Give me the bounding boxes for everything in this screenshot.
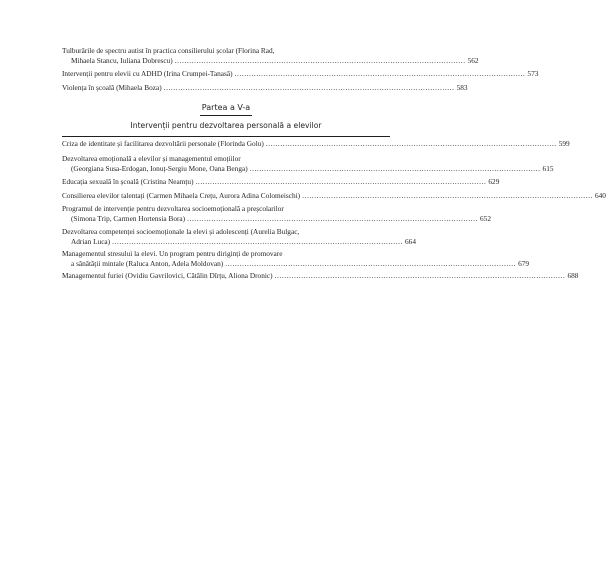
dot-leader: ........................................................................................................................ [302, 191, 593, 200]
toc-entry-line: Managementul furiei (Ovidiu Gavrilovici, Cătălin Dîrțu, Aliona Dronic) [62, 271, 273, 280]
toc-entry-line: (Simona Trip, Carmen Hortensia Bora) [71, 214, 186, 223]
part-subtitle: Intervenții pentru dezvoltarea personală a elevilor [130, 121, 322, 130]
toc-entry[interactable] [62, 227, 416, 247]
toc-page-number: 679 [518, 259, 530, 268]
part-title: Partea a V-a [201, 103, 251, 112]
toc-entry-line: Adrian Luca) [71, 237, 111, 246]
toc-entry-line: Educația sexuală în școală (Cristina Neamțu) [62, 177, 194, 186]
toc-page-number: 664 [405, 237, 416, 246]
toc-entry-line: Consilierea elevilor talentați (Carmen Mihaela Crețu, Aurora Adina Colomeischi) [62, 191, 301, 200]
toc-entry-line: (Georgiana Susa-Erdogan, Ionuț-Sergiu Mone, Oana Benga) [71, 164, 248, 173]
toc-entry-line: Managementul stresului la elevi. Un program pentru diriginți de promovare [62, 249, 283, 258]
dot-leader: ........................................................................................................................ [225, 259, 517, 268]
toc-entry-line: Tulburările de spectru autist în practica consilierului școlar (Florina Rad, [62, 46, 275, 55]
toc-page-number: 629 [488, 177, 500, 186]
toc-entry-line: Programul de intervenție pentru dezvoltarea socioemoțională a preșcolarilor [62, 204, 284, 213]
toc-page-number: 615 [542, 164, 554, 173]
toc-entry[interactable] [62, 249, 530, 269]
dot-leader: ........................................................................................................................ [187, 214, 479, 223]
toc-page-number: 652 [480, 214, 491, 223]
toc-entry[interactable] [62, 139, 570, 149]
toc-page-number: 583 [456, 83, 468, 92]
dot-leader: ........................................................................................................................ [249, 164, 541, 173]
toc-entry[interactable] [62, 204, 491, 224]
toc-entry-line: Dezvoltarea competenței socioemoționale la elevi și adolescenți (Aurelia Bulgac, [62, 227, 300, 236]
toc-entry[interactable] [62, 177, 500, 187]
toc-page-number: 562 [467, 56, 479, 65]
part-title-rule [200, 115, 252, 116]
dot-leader: ........................................................................................................................ [265, 139, 557, 148]
toc-page-number: 599 [558, 139, 570, 148]
toc-entry-line: Intervenții pentru elevii cu ADHD (Irina Crumpei-Tanasă) [62, 69, 233, 78]
toc-entry[interactable] [62, 271, 579, 281]
toc-entry[interactable] [62, 83, 468, 93]
toc-entry-line: Mihaela Stancu, Iuliana Dobrescu) [71, 56, 173, 65]
toc-entry-line: Criza de identitate și facilitarea dezvoltării personale (Florinda Golu) [62, 139, 264, 148]
section-divider [62, 136, 390, 137]
toc-page-number: 640 [595, 191, 606, 200]
toc-page-number: 688 [567, 271, 579, 280]
dot-leader: ........................................................................................................................ [112, 237, 404, 246]
dot-leader: ........................................................................................................................ [174, 56, 466, 65]
toc-entry[interactable] [62, 191, 606, 201]
toc-entry-line: Dezvoltarea emoțională a elevilor și managementul emoțiilor [62, 154, 241, 163]
toc-entry[interactable] [62, 69, 539, 79]
toc-entry[interactable] [62, 46, 479, 66]
dot-leader: ........................................................................................................................ [163, 83, 455, 92]
toc-entry-line: Violența în școală (Mihaela Boza) [62, 83, 162, 92]
dot-leader: ........................................................................................................................ [195, 177, 487, 186]
dot-leader: ........................................................................................................................ [274, 271, 566, 280]
toc-page-number: 573 [527, 69, 539, 78]
dot-leader: ........................................................................................................................ [234, 69, 526, 78]
toc-page [62, 0, 606, 584]
toc-entry-line: a sănătății mintale (Raluca Anton, Adela Moldovan) [71, 259, 224, 268]
toc-entry[interactable] [62, 154, 554, 174]
